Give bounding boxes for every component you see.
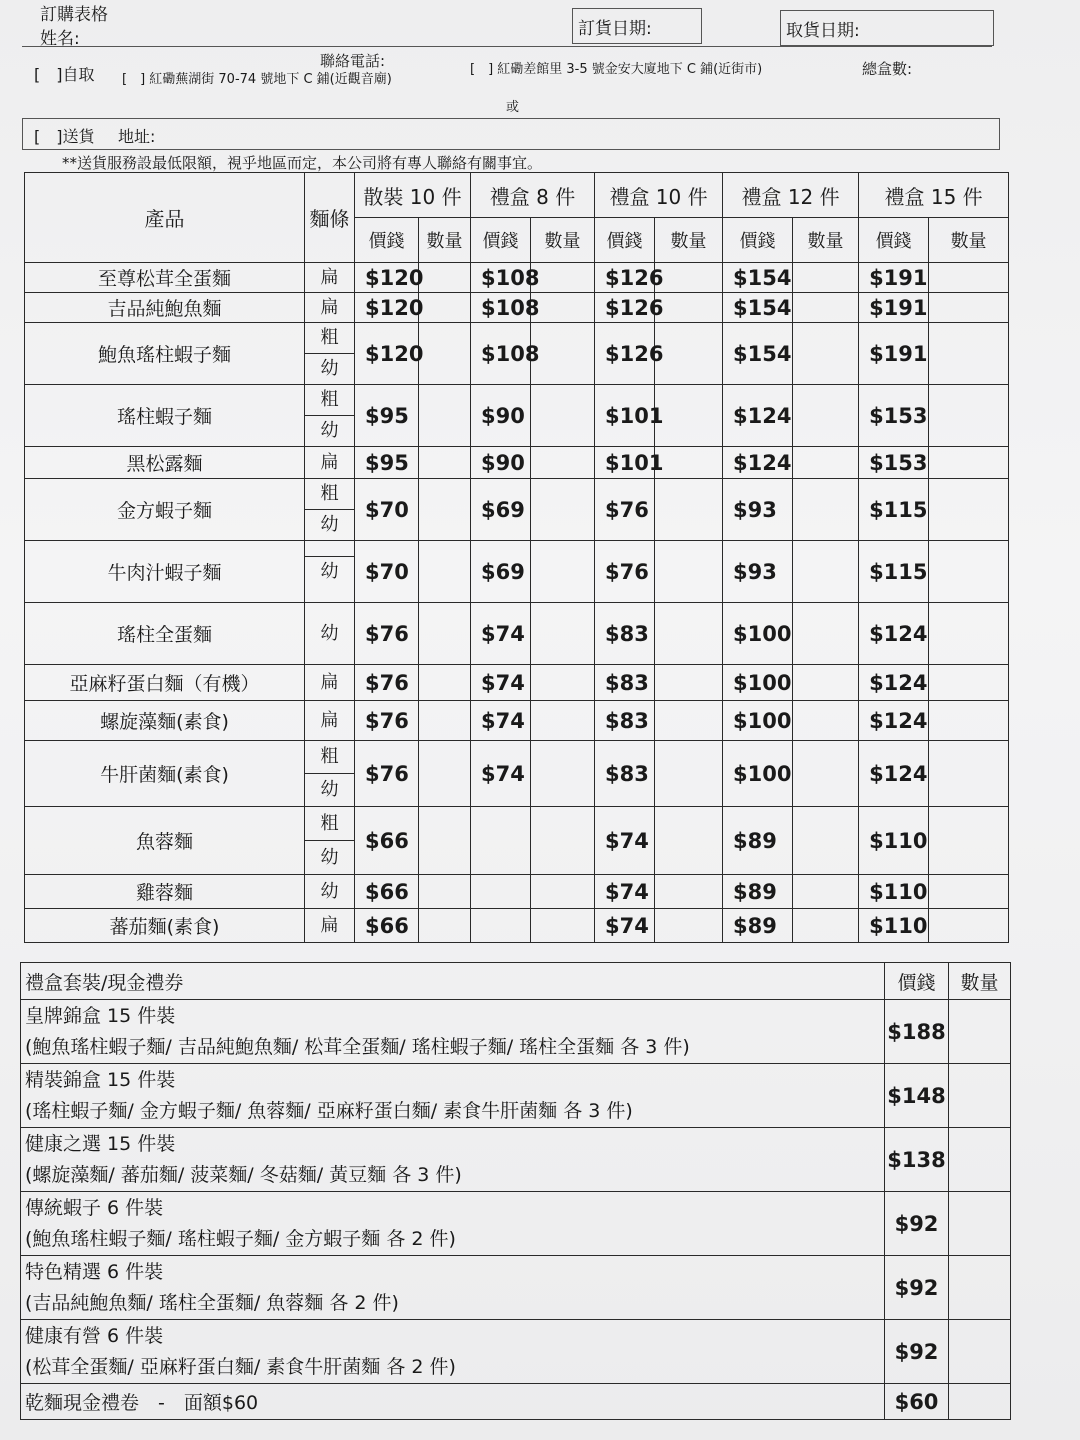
quantity-cell[interactable] [793, 479, 859, 541]
quantity-cell[interactable] [655, 385, 723, 447]
noodle-type: 扁 [320, 297, 339, 318]
quantity-cell[interactable] [419, 909, 471, 943]
noodle-type-cell [305, 385, 355, 447]
quantity-cell[interactable] [531, 603, 595, 665]
gift-set-price: $188 [885, 1000, 949, 1064]
gift-set-contents: (鮑魚瑤柱蝦子麵/ 瑤柱蝦子麵/ 金方蝦子麵 各 2 件) [25, 1227, 456, 1250]
noodle-type: 扁 [320, 710, 339, 731]
quantity-cell[interactable] [655, 603, 723, 665]
gift-sets-qty-header: 數量 [949, 963, 1011, 1000]
price-cell: $83 [595, 603, 655, 665]
gift-set-price: $92 [885, 1320, 949, 1384]
price-cell: $126 [595, 263, 655, 293]
quantity-cell[interactable] [655, 541, 723, 603]
price-cell: $66 [355, 807, 419, 875]
product-name: 牛肉汁蝦子麵 [25, 541, 305, 603]
noodle-type: 粗 [320, 389, 339, 410]
price-table-body [25, 263, 1009, 943]
pickup-date-label: 取貨日期: [786, 21, 860, 41]
quantity-cell[interactable] [419, 807, 471, 875]
price-cell: $124 [723, 447, 793, 479]
quantity-cell[interactable] [419, 741, 471, 807]
quantity-cell[interactable] [531, 293, 595, 323]
header-qty: 數量 [655, 218, 723, 263]
table-row [25, 479, 1009, 541]
price-cell: $69 [471, 479, 531, 541]
gift-set-info [21, 1192, 885, 1256]
price-cell: $66 [355, 875, 419, 909]
gift-sets-title: 禮盒套裝/現金禮券 [21, 963, 885, 1000]
gift-set-price: $92 [885, 1256, 949, 1320]
price-cell: $124 [723, 385, 793, 447]
shop-2-option[interactable]: [ ] 紅磡差館里 3-5 號金安大廈地下 C 鋪(近街市) [470, 62, 763, 77]
price-cell: $115 [859, 541, 929, 603]
price-cell: $93 [723, 541, 793, 603]
quantity-cell[interactable] [949, 1256, 1011, 1320]
gift-set-contents: (瑤柱蝦子麵/ 金方蝦子麵/ 魚蓉麵/ 亞麻籽蛋白麵/ 素食牛肝菌麵 各 3 件) [25, 1099, 633, 1122]
gift-sets-table [20, 962, 1011, 1420]
price-cell: $153 [859, 385, 929, 447]
quantity-cell[interactable] [929, 741, 1009, 807]
gift-sets-price-header: 價錢 [885, 963, 949, 1000]
price-cell: $83 [595, 701, 655, 741]
price-cell: $101 [595, 447, 655, 479]
price-cell: $89 [723, 807, 793, 875]
noodle-type: 幼 [305, 509, 354, 540]
table-row [25, 741, 1009, 807]
price-cell: $76 [355, 741, 419, 807]
price-cell: $115 [859, 479, 929, 541]
quantity-cell[interactable] [655, 479, 723, 541]
quantity-cell[interactable] [419, 323, 471, 385]
price-cell: $83 [595, 741, 655, 807]
price-cell: $124 [859, 603, 929, 665]
total-boxes-label: 總盒數: [862, 60, 913, 78]
price-cell: $74 [595, 909, 655, 943]
price-cell: $126 [595, 293, 655, 323]
voucher-row [21, 1384, 1011, 1420]
quantity-cell[interactable] [531, 741, 595, 807]
header-price: 價錢 [595, 218, 655, 263]
gift-set-row [21, 1192, 1011, 1256]
quantity-cell[interactable] [793, 447, 859, 479]
quantity-cell[interactable] [655, 323, 723, 385]
quantity-cell[interactable] [929, 665, 1009, 701]
delivery-option[interactable]: [ ]送貨 [34, 127, 95, 146]
product-name: 蕃茄麵(素食) [25, 909, 305, 943]
header-product: 產品 [25, 173, 305, 263]
quantity-cell[interactable] [929, 701, 1009, 741]
noodle-type-cell [305, 447, 355, 479]
gift-set-name: 精裝錦盒 15 件裝 [25, 1068, 176, 1091]
quantity-cell[interactable] [793, 807, 859, 875]
noodle-type: 粗 [320, 813, 339, 834]
noodle-type-cell [305, 603, 355, 665]
quantity-cell[interactable] [531, 909, 595, 943]
product-name: 亞麻籽蛋白麵（有機） [25, 665, 305, 701]
price-cell: $100 [723, 665, 793, 701]
price-cell: $100 [723, 741, 793, 807]
price-cell: $76 [355, 701, 419, 741]
price-cell [471, 875, 531, 909]
header-price: 價錢 [859, 218, 929, 263]
header-box-12: 禮盒 12 件 [723, 173, 859, 218]
quantity-cell[interactable] [419, 479, 471, 541]
quantity-cell[interactable] [793, 701, 859, 741]
quantity-cell[interactable] [655, 665, 723, 701]
header-price: 價錢 [355, 218, 419, 263]
price-cell: $120 [355, 293, 419, 323]
quantity-cell[interactable] [793, 263, 859, 293]
price-cell: $95 [355, 447, 419, 479]
quantity-cell[interactable] [655, 807, 723, 875]
table-row [25, 293, 1009, 323]
quantity-cell[interactable] [531, 541, 595, 603]
noodle-type: 扁 [320, 915, 339, 936]
header-price: 價錢 [471, 218, 531, 263]
price-cell: $108 [471, 293, 531, 323]
gift-set-row [21, 1320, 1011, 1384]
header-box-10: 禮盒 10 件 [595, 173, 723, 218]
noodle-type-cell [305, 741, 355, 807]
quantity-cell[interactable] [949, 1384, 1011, 1420]
noodle-type: 幼 [320, 881, 339, 902]
price-cell: $93 [723, 479, 793, 541]
quantity-cell[interactable] [655, 875, 723, 909]
noodle-type: 扁 [320, 267, 339, 288]
table-row [25, 603, 1009, 665]
quantity-cell[interactable] [793, 293, 859, 323]
table-row [25, 447, 1009, 479]
product-name: 瑤柱全蛋麵 [25, 603, 305, 665]
gift-set-name: 傳統蝦子 6 件裝 [25, 1196, 164, 1219]
price-cell: $90 [471, 385, 531, 447]
header-qty: 數量 [793, 218, 859, 263]
quantity-cell[interactable] [929, 385, 1009, 447]
noodle-type: 粗 [320, 746, 339, 767]
quantity-cell[interactable] [419, 875, 471, 909]
price-cell: $74 [471, 701, 531, 741]
gift-set-row [21, 1064, 1011, 1128]
quantity-cell[interactable] [419, 293, 471, 323]
header-price: 價錢 [723, 218, 793, 263]
product-name: 鮑魚瑤柱蝦子麵 [25, 323, 305, 385]
quantity-cell[interactable] [655, 263, 723, 293]
noodle-type: 幼 [305, 353, 354, 384]
product-name: 雞蓉麵 [25, 875, 305, 909]
quantity-cell[interactable] [531, 479, 595, 541]
price-cell: $100 [723, 603, 793, 665]
quantity-cell[interactable] [949, 1128, 1011, 1192]
table-row [25, 909, 1009, 943]
quantity-cell[interactable] [949, 1064, 1011, 1128]
form-title: 訂購表格 [40, 5, 108, 25]
price-cell: $108 [471, 263, 531, 293]
quantity-cell[interactable] [929, 323, 1009, 385]
price-cell: $70 [355, 541, 419, 603]
quantity-cell[interactable] [419, 541, 471, 603]
quantity-cell[interactable] [929, 807, 1009, 875]
quantity-cell[interactable] [419, 447, 471, 479]
noodle-type-cell [305, 323, 355, 385]
price-cell: $154 [723, 293, 793, 323]
quantity-cell[interactable] [419, 701, 471, 741]
table-row [25, 665, 1009, 701]
address-field[interactable] [22, 118, 1000, 150]
header-qty: 數量 [929, 218, 1009, 263]
gift-set-contents: (螺旋藻麵/ 蕃茄麵/ 菠菜麵/ 冬菇麵/ 黃豆麵 各 3 件) [25, 1163, 462, 1186]
table-row [25, 875, 1009, 909]
price-cell: $74 [595, 807, 655, 875]
quantity-cell[interactable] [793, 603, 859, 665]
product-name: 瑤柱蝦子麵 [25, 385, 305, 447]
quantity-cell[interactable] [929, 447, 1009, 479]
gift-set-info [21, 1000, 885, 1064]
header-divider-1 [22, 46, 992, 47]
quantity-cell[interactable] [929, 263, 1009, 293]
quantity-cell[interactable] [531, 385, 595, 447]
delivery-note: **送貨服務設最低限額，視乎地區而定，本公司將有專人聯絡有關事宜。 [62, 154, 543, 172]
noodle-type: 幼 [305, 840, 354, 874]
gift-set-name: 健康之選 15 件裝 [25, 1132, 176, 1155]
price-cell: $191 [859, 263, 929, 293]
gift-set-row [21, 1000, 1011, 1064]
quantity-cell[interactable] [793, 909, 859, 943]
noodle-type-cell [305, 665, 355, 701]
price-cell: $74 [471, 603, 531, 665]
price-cell: $69 [471, 541, 531, 603]
gift-set-name: 皇牌錦盒 15 件裝 [25, 1004, 176, 1027]
noodle-type-cell [305, 909, 355, 943]
price-cell: $100 [723, 701, 793, 741]
quantity-cell[interactable] [949, 1192, 1011, 1256]
noodle-type: 幼 [305, 415, 354, 446]
gift-set-info [21, 1320, 885, 1384]
quantity-cell[interactable] [929, 293, 1009, 323]
product-name: 至尊松茸全蛋麵 [25, 263, 305, 293]
product-name: 螺旋藻麵(素食) [25, 701, 305, 741]
or-text: 或 [506, 100, 520, 115]
quantity-cell[interactable] [929, 909, 1009, 943]
price-cell: $110 [859, 807, 929, 875]
gift-set-name: 特色精選 6 件裝 [25, 1260, 164, 1283]
quantity-cell[interactable] [793, 541, 859, 603]
quantity-cell[interactable] [655, 447, 723, 479]
gift-set-contents: (鮑魚瑤柱蝦子麵/ 吉品純鮑魚麵/ 松茸全蛋麵/ 瑤柱蝦子麵/ 瑤柱全蛋麵 各 3 件) [25, 1035, 690, 1058]
quantity-cell[interactable] [793, 741, 859, 807]
price-table [24, 172, 1009, 943]
price-cell: $154 [723, 323, 793, 385]
noodle-type-cell [305, 263, 355, 293]
quantity-cell[interactable] [793, 323, 859, 385]
order-date-label: 訂貨日期: [578, 19, 652, 39]
price-cell: $101 [595, 385, 655, 447]
quantity-cell[interactable] [929, 479, 1009, 541]
quantity-cell[interactable] [929, 541, 1009, 603]
form-header [22, 0, 1002, 150]
header-box-8: 禮盒 8 件 [471, 173, 595, 218]
quantity-cell[interactable] [949, 1320, 1011, 1384]
price-cell [471, 807, 531, 875]
gift-set-info [21, 1128, 885, 1192]
quantity-cell[interactable] [793, 385, 859, 447]
voucher-price: $60 [885, 1384, 949, 1420]
header-box-15: 禮盒 15 件 [859, 173, 1009, 218]
noodle-type: 幼 [305, 556, 354, 587]
quantity-cell[interactable] [419, 603, 471, 665]
quantity-cell[interactable] [531, 447, 595, 479]
product-name: 魚蓉麵 [25, 807, 305, 875]
table-row [25, 701, 1009, 741]
noodle-type: 扁 [320, 452, 339, 473]
noodle-type: 幼 [320, 623, 339, 644]
price-cell: $89 [723, 909, 793, 943]
price-cell: $124 [859, 741, 929, 807]
gift-set-row [21, 1128, 1011, 1192]
price-cell: $124 [859, 665, 929, 701]
product-name: 吉品純鮑魚麵 [25, 293, 305, 323]
header-noodle-type: 麵條 [305, 173, 355, 263]
quantity-cell[interactable] [655, 293, 723, 323]
price-cell: $108 [471, 323, 531, 385]
quantity-cell[interactable] [419, 263, 471, 293]
phone-label: 聯絡電話: [320, 52, 386, 70]
table-row [25, 385, 1009, 447]
price-cell: $154 [723, 263, 793, 293]
gift-sets-body [21, 1000, 1011, 1420]
table-row [25, 807, 1009, 875]
gift-set-price: $92 [885, 1192, 949, 1256]
product-name: 牛肝菌麵(素食) [25, 741, 305, 807]
noodle-type: 粗 [320, 327, 339, 348]
price-cell: $76 [595, 541, 655, 603]
header-qty: 數量 [419, 218, 471, 263]
price-cell: $66 [355, 909, 419, 943]
quantity-cell[interactable] [531, 701, 595, 741]
price-cell: $74 [595, 875, 655, 909]
gift-set-info [21, 1064, 885, 1128]
price-cell: $70 [355, 479, 419, 541]
table-row [25, 263, 1009, 293]
gift-set-price: $148 [885, 1064, 949, 1128]
product-name: 金方蝦子麵 [25, 479, 305, 541]
quantity-cell[interactable] [419, 385, 471, 447]
gift-set-info [21, 1256, 885, 1320]
noodle-type-cell [305, 293, 355, 323]
noodle-type: 粗 [320, 483, 339, 504]
quantity-cell[interactable] [655, 701, 723, 741]
noodle-type: 幼 [305, 773, 354, 806]
noodle-type: 扁 [320, 672, 339, 693]
quantity-cell[interactable] [793, 875, 859, 909]
noodle-type-cell [305, 807, 355, 875]
price-cell: $74 [471, 741, 531, 807]
address-label: 地址: [118, 127, 156, 146]
price-cell: $191 [859, 323, 929, 385]
price-cell: $95 [355, 385, 419, 447]
price-cell: $89 [723, 875, 793, 909]
price-cell: $120 [355, 263, 419, 293]
price-cell: $76 [355, 665, 419, 701]
price-cell: $90 [471, 447, 531, 479]
table-row [25, 323, 1009, 385]
price-cell [471, 909, 531, 943]
price-cell: $76 [355, 603, 419, 665]
price-cell: $110 [859, 909, 929, 943]
quantity-cell[interactable] [929, 603, 1009, 665]
quantity-cell[interactable] [793, 665, 859, 701]
gift-set-name: 健康有營 6 件裝 [25, 1324, 164, 1347]
header-loose-10: 散裝 10 件 [355, 173, 471, 218]
price-cell: $83 [595, 665, 655, 701]
price-cell: $126 [595, 323, 655, 385]
quantity-cell[interactable] [655, 741, 723, 807]
noodle-type-cell [305, 541, 355, 603]
price-cell: $153 [859, 447, 929, 479]
gift-set-price: $138 [885, 1128, 949, 1192]
gift-set-contents: (松茸全蛋麵/ 亞麻籽蛋白麵/ 素食牛肝菌麵 各 2 件) [25, 1355, 456, 1378]
quantity-cell[interactable] [949, 1000, 1011, 1064]
table-row [25, 541, 1009, 603]
shop-1-option[interactable]: [ ] 紅磡蕪湖街 70-74 號地下 C 鋪(近觀音廟) [122, 72, 392, 87]
quantity-cell[interactable] [531, 323, 595, 385]
gift-set-contents: (吉品純鮑魚麵/ 瑤柱全蛋麵/ 魚蓉麵 各 2 件) [25, 1291, 399, 1314]
price-cell: $120 [355, 323, 419, 385]
noodle-type-cell [305, 701, 355, 741]
product-name: 黑松露麵 [25, 447, 305, 479]
price-cell: $191 [859, 293, 929, 323]
quantity-cell[interactable] [531, 807, 595, 875]
price-cell: $124 [859, 701, 929, 741]
price-cell: $76 [595, 479, 655, 541]
noodle-type-cell [305, 479, 355, 541]
gift-set-row [21, 1256, 1011, 1320]
quantity-cell[interactable] [655, 909, 723, 943]
quantity-cell[interactable] [419, 665, 471, 701]
voucher-name: 乾麵現金禮卷 - 面額$60 [21, 1384, 885, 1420]
noodle-type-cell [305, 875, 355, 909]
pickup-option[interactable]: [ ]自取 [34, 65, 95, 84]
quantity-cell[interactable] [929, 875, 1009, 909]
price-cell: $110 [859, 875, 929, 909]
header-qty: 數量 [531, 218, 595, 263]
quantity-cell[interactable] [531, 875, 595, 909]
quantity-cell[interactable] [531, 665, 595, 701]
price-cell: $74 [471, 665, 531, 701]
name-label: 姓名: [40, 29, 80, 49]
quantity-cell[interactable] [531, 263, 595, 293]
